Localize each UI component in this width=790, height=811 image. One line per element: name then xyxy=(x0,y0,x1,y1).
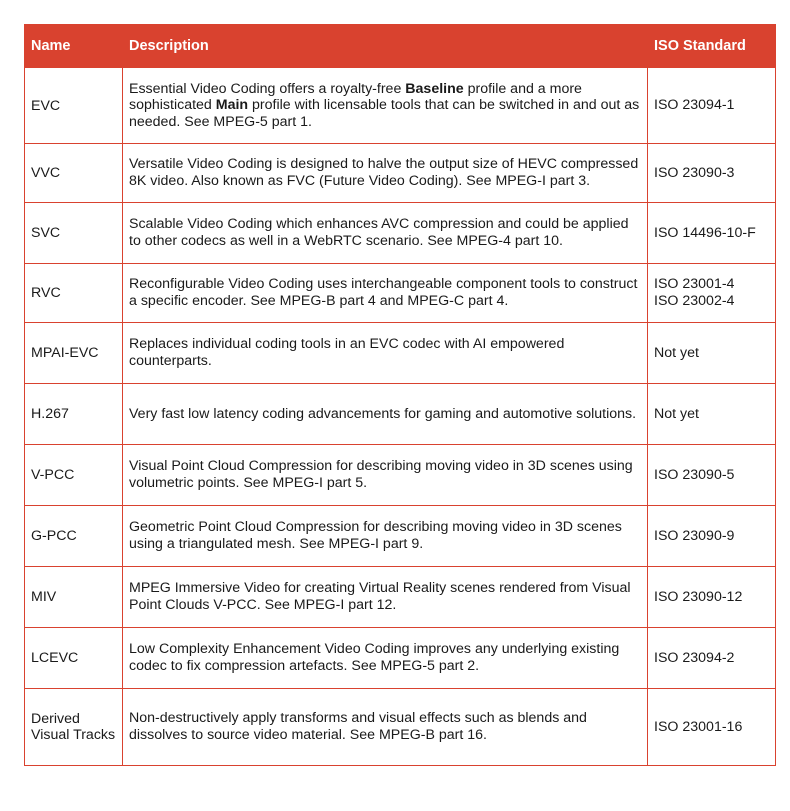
codec-name: SVC xyxy=(25,203,123,264)
table-row xyxy=(25,445,776,506)
table-row xyxy=(25,506,776,567)
table-row xyxy=(25,203,776,264)
table-row xyxy=(25,144,776,203)
header-iso-standard: ISO Standard xyxy=(648,25,776,68)
iso-code: ISO 23090-3 xyxy=(654,164,735,181)
table-row xyxy=(25,689,776,766)
table-row xyxy=(25,264,776,323)
table-row xyxy=(25,323,776,384)
iso-standard xyxy=(648,567,776,628)
codec-name: VVC xyxy=(25,144,123,203)
iso-code: ISO 23094-2 xyxy=(654,649,735,666)
iso-standard xyxy=(648,689,776,766)
iso-code: ISO 23002-4 xyxy=(654,293,735,309)
description-bold-term: Baseline xyxy=(405,80,464,97)
codec-description: Visual Point Cloud Compression for describing moving video in 3D scenes using volumetric points. See MPEG-I part 5. xyxy=(123,445,648,506)
codec-description: Versatile Video Coding is designed to halve the output size of HEVC compressed 8K video. Also known as FVC (Future Video Coding). See MPEG-I part 3. xyxy=(123,144,648,203)
iso-code: ISO 23001-4 xyxy=(654,276,735,293)
codec-description: MPEG Immersive Video for creating Virtual Reality scenes rendered from Visual Point Clouds V-PCC. See MPEG-I part 12. xyxy=(123,567,648,628)
iso-standard xyxy=(648,323,776,384)
iso-standard xyxy=(648,264,776,323)
codec-name: MPAI-EVC xyxy=(25,323,123,384)
codec-name: V-PCC xyxy=(25,445,123,506)
header-description: Description xyxy=(123,25,648,68)
table-row xyxy=(25,628,776,689)
description-text: Essential Video Coding offers a royalty-free xyxy=(129,80,406,97)
iso-code: ISO 14496-10-F xyxy=(654,224,756,241)
codec-description: Reconfigurable Video Coding uses interchangeable component tools to construct a specific encoder. See MPEG-B part 4 and MPEG-C part 4. xyxy=(123,264,648,323)
codec-table-container xyxy=(24,24,775,766)
iso-standard xyxy=(648,203,776,264)
iso-standard xyxy=(648,628,776,689)
iso-code: Not yet xyxy=(654,405,699,422)
description-bold-term: Main xyxy=(215,97,249,114)
iso-standard xyxy=(648,384,776,445)
table-header xyxy=(25,25,776,68)
codec-name: LCEVC xyxy=(25,628,123,689)
iso-code: Not yet xyxy=(654,344,699,361)
iso-code: ISO 23090-5 xyxy=(654,466,735,483)
header-row xyxy=(25,25,776,68)
table-row xyxy=(25,384,776,445)
iso-standard xyxy=(648,68,776,144)
codec-description: Low Complexity Enhancement Video Coding improves any underlying existing codec to fix compression artefacts. See MPEG-5 part 2. xyxy=(123,628,648,689)
codec-name: RVC xyxy=(25,264,123,323)
header-name: Name xyxy=(25,25,123,68)
iso-standard xyxy=(648,506,776,567)
codec-table xyxy=(24,24,776,766)
iso-standard xyxy=(648,445,776,506)
codec-name: Derived Visual Tracks xyxy=(25,689,123,766)
codec-description: Replaces individual coding tools in an EVC codec with AI empowered counterparts. xyxy=(123,323,648,384)
iso-code: ISO 23094-1 xyxy=(654,97,735,114)
table-row xyxy=(25,567,776,628)
codec-description: Very fast low latency coding advancements for gaming and automotive solutions. xyxy=(123,384,648,445)
iso-code: ISO 23090-9 xyxy=(654,527,735,544)
table-body xyxy=(25,68,776,766)
description-text: profile with licensable tools that can be switched in and out as needed. See MPEG-5 part 1. xyxy=(129,97,640,130)
codec-description: Scalable Video Coding which enhances AVC compression and could be applied to other codecs as well in a WebRTC scenario. See MPEG-4 part 10. xyxy=(123,203,648,264)
description-text: profile and a more sophisticated xyxy=(129,80,582,114)
codec-name: G-PCC xyxy=(25,506,123,567)
codec-description xyxy=(123,68,648,144)
codec-description: Geometric Point Cloud Compression for describing moving video in 3D scenes using a triangulated mesh. See MPEG-I part 9. xyxy=(123,506,648,567)
codec-name: MIV xyxy=(25,567,123,628)
table-row xyxy=(25,68,776,144)
iso-standard xyxy=(648,144,776,203)
codec-name: H.267 xyxy=(25,384,123,445)
codec-name: EVC xyxy=(25,68,123,144)
codec-description: Non-destructively apply transforms and visual effects such as blends and dissolves to source video material. See MPEG-B part 16. xyxy=(123,689,648,766)
iso-code: ISO 23001-16 xyxy=(654,718,743,735)
iso-code: ISO 23090-12 xyxy=(654,588,743,605)
